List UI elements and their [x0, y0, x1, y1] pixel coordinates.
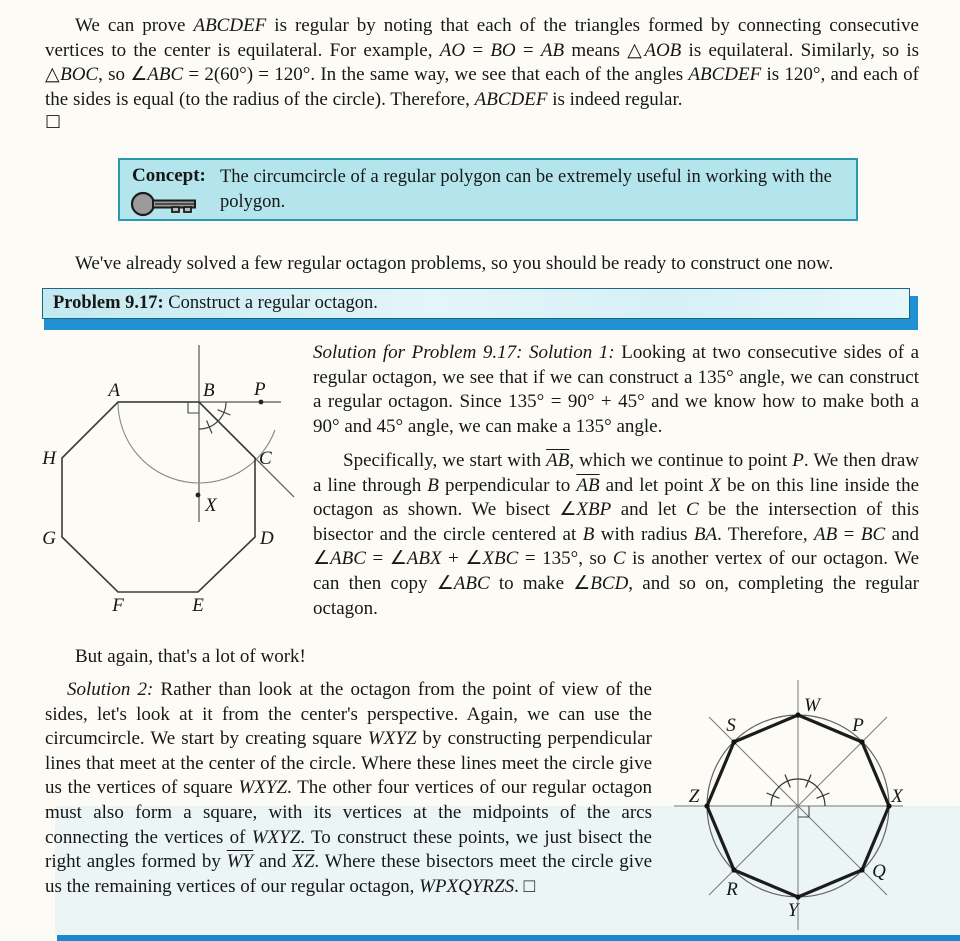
lead-in-sentence: We've already solved a few regular octagon problems, so you should be ready to construct one now. — [75, 253, 834, 274]
vertex-label-f: F — [112, 595, 124, 616]
vertex-label-p: P — [254, 379, 266, 400]
problem-title — [53, 293, 378, 314]
tick-mark — [767, 793, 780, 798]
vertex-label-w: W — [804, 695, 820, 716]
vertex-dot — [704, 803, 709, 808]
construction-figure — [30, 338, 305, 628]
vertex-label-c: C — [259, 448, 272, 469]
page-footer-bar — [57, 935, 960, 941]
vertex-label-s: S — [726, 715, 736, 736]
vertex-dot — [859, 867, 864, 872]
vertex-label-p: P — [852, 715, 864, 736]
point-p-dot — [259, 400, 264, 405]
vertex-dot — [731, 739, 736, 744]
vertex-label-q: Q — [872, 861, 886, 882]
vertex-label-r: R — [726, 879, 738, 900]
concept-box — [118, 158, 858, 221]
concept-text: The circumcircle of a regular polygon can be extremely useful in working with the polygon. — [220, 167, 832, 212]
problem-number: Problem 9.17: — [53, 293, 164, 313]
tick-mark — [817, 793, 830, 798]
solution2-paragraph: Solution 2: Rather than look at the octagon from the point of view of the sides, let's look at it from the center's perspective. Again, we can use the circumcircle. We start by creating square WXYZ by constructing perpendicular lines that meet at the center of the circle. Where these lines meet the circle give us the vertices of square WXYZ. The other four vertices of our regular octagon must also form a square, with its vertices at the midpoints of the arcs connecting the vertices of WXYZ. To construct these points, we just bisect the right angles formed by $\overline{WY}$ and $\overline{XZ}$. Where these bisectors meet the circle give us the remaining vertices of our regular octagon, WPXQYRZS. □ — [45, 679, 652, 897]
problem-statement: Construct a regular octagon. — [163, 293, 378, 313]
interlude-line: But again, that's a lot of work! — [75, 646, 306, 667]
concept-label: Concept: — [132, 165, 206, 186]
octagon-outline — [62, 402, 255, 592]
circumcircle-figure — [668, 672, 918, 937]
vertex-label-z: Z — [688, 786, 700, 807]
vertex-label-x: X — [205, 495, 217, 516]
vertex-dot — [731, 867, 736, 872]
solution1-paragraph1: Solution for Problem 9.17: Solution 1: Looking at two consecutive sides of a regular octagon, we see that if we can construct a 135° angle, we can construct a regular octagon. Since 135° = 90° + 45° and we know how to make both a 90° and 45° angle, we can make a 135° angle. — [313, 342, 920, 437]
vertex-dot — [795, 712, 800, 717]
vertex-label-h: H — [42, 448, 56, 469]
point-x-dot — [196, 493, 201, 498]
vertex-label-g: G — [42, 528, 56, 549]
key-icon — [130, 191, 202, 223]
problem-bar — [42, 288, 910, 319]
vertex-label-a: A — [108, 380, 120, 401]
right-angle-mark — [188, 402, 199, 413]
vertex-dot — [859, 739, 864, 744]
proof-paragraph: We can prove ABCDEF is regular by noting that each of the triangles formed by connecting consecutive vertices to the center is equilateral. For example, AO = BO = AB means △AOB is equilateral. Similarly, so is △BOC, so ∠ABC = 2(60°) = 120°. In the same way, we see that each of the angles ABCDEF is 120°, and each of the sides is equal (to the radius of the circle). Therefore, ABCDEF is indeed regular. — [45, 15, 920, 110]
tick-mark — [785, 775, 790, 788]
tick-mark — [806, 775, 811, 788]
vertex-label-e: E — [192, 595, 204, 616]
solution1-paragraph2: Specifically, we start with $\overline{AB}$, which we continue to point P. We then draw a line through B perpendicular to $\overline{AB}$ and let point X be on this line inside the octagon as shown. We bisect ∠XBP and let C be the intersection of this bisector and the circle centered at B with radius BA. Therefore, AB = BC and ∠ABC = ∠ABX + ∠XBC = 135°, so C is another vertex of our octagon. We can then copy ∠ABC to make ∠BCD, and so on, completing the regular octagon. — [313, 450, 920, 619]
circle-arc-ba — [118, 402, 275, 483]
vertex-label-y: Y — [787, 900, 799, 921]
tick-mark — [207, 421, 212, 434]
vertex-label-d: D — [260, 528, 274, 549]
proof-end-square: □ — [45, 111, 62, 131]
vertex-label-x: X — [891, 786, 903, 807]
vertex-dot — [795, 894, 800, 899]
tick-mark — [218, 410, 231, 415]
vertex-label-b: B — [203, 380, 215, 401]
